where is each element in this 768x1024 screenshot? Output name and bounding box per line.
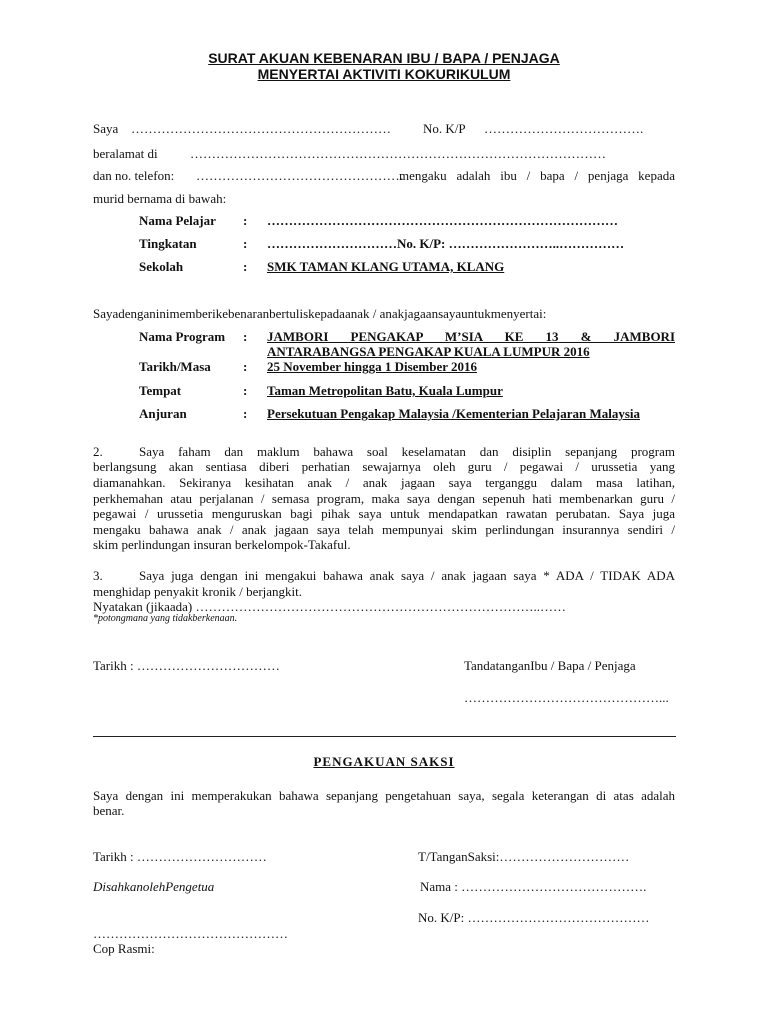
witness-ic-field[interactable]: No. K/P: …………………………………… [418, 910, 650, 925]
document-title-line1: SURAT AKUAN KEBENARAN IBU / BAPA / PENJAGA [208, 50, 560, 66]
parent-ic-field[interactable]: ………………………………. [484, 121, 644, 136]
student-intro-text: murid bernama di bawah: [93, 191, 227, 206]
saya-label: Saya [93, 121, 119, 136]
witness-statement-line2: benar. [93, 803, 125, 818]
school-label: Sekolah [139, 259, 184, 274]
principal-endorsement-label: DisahkanolehPengetua [93, 879, 215, 894]
program-name-label: Nama Program [139, 329, 226, 344]
colon: : [243, 213, 248, 228]
principal-signature-field[interactable]: ……………………………………… [93, 926, 288, 941]
organizer-label: Anjuran [139, 406, 187, 421]
organizer-value: Persekutuan Pengakap Malaysia /Kementerian Pelajaran Malaysia [267, 406, 641, 421]
specify-field[interactable]: Nyatakan (jikaada) ……………………………………………………………………..…… [93, 599, 567, 614]
witness-statement: Saya dengan ini memperakukan bahawa sepanjang pengetahuan saya, segala keterangan di atas adalah [93, 788, 675, 803]
student-name-label: Nama Pelajar [139, 213, 216, 228]
section-divider [93, 736, 676, 737]
paragraph-2-line: skim perlindungan insuran berkelompok-Takaful. [93, 537, 351, 552]
parent-signature-label: TandatanganIbu / Bapa / Penjaga [464, 658, 636, 673]
paragraph-3-line: Saya juga dengan ini mengakui bahawa anak saya / anak jagaan saya * ADA / TIDAK ADA [139, 568, 675, 583]
paragraph-2-line: perkhemahan atau perjalanan / semasa program, maka saya dengan sepenuh hati membenarkan guru / [93, 491, 675, 506]
strike-note: *potongmana yang tidakberkenaan. [93, 613, 238, 624]
form-label: Tingkatan [139, 236, 197, 251]
venue-label: Tempat [139, 383, 182, 398]
colon: : [243, 259, 248, 274]
program-name-value-line2: ANTARABANGSA PENGAKAP KUALA LUMPUR 2016 [267, 344, 590, 359]
paragraph-3-number: 3. [93, 568, 103, 583]
ic-label: No. K/P [423, 121, 466, 136]
parent-signature-field[interactable]: ………………………………………... [464, 690, 669, 705]
witness-signature-field[interactable]: T/TanganSaksi:………………………… [418, 849, 630, 864]
witness-date-field[interactable]: Tarikh : ………………………… [93, 849, 267, 864]
consent-text: Sayadenganinimemberikebenaranbertuliskepadaanak / anakjagaansayauntukmenyertai: [93, 306, 547, 321]
document-title-line2: MENYERTAI AKTIVITI KOKURIKULUM [257, 66, 511, 82]
colon: : [243, 236, 248, 251]
paragraph-2-line: berlangsung akan sentiasa diberi perhatian sewajarnya oleh guru / pegawai / urussetia yang [93, 459, 675, 474]
paragraph-2-line: Saya faham dan maklum bahawa soal keselamatan dan disiplin sepanjang program [139, 444, 675, 459]
declaration-text: mengaku adalah ibu / bapa / penjaga kepada [399, 168, 675, 183]
address-label: beralamat di [93, 146, 158, 161]
date-label: Tarikh/Masa [139, 359, 211, 374]
program-name-value: JAMBORI PENGAKAP M’SIA KE 13 & JAMBORI [267, 329, 675, 344]
student-name-field[interactable]: ……………………………………………………………………… [267, 213, 618, 228]
phone-field[interactable]: ………………………………………… [196, 168, 404, 183]
colon: : [243, 329, 248, 344]
school-value: SMK TAMAN KLANG UTAMA, KLANG [267, 259, 505, 274]
address-field[interactable]: …………………………………………………………………………………… [190, 146, 606, 161]
parent-name-field[interactable]: …………………………………………………… [131, 121, 391, 136]
colon: : [243, 383, 248, 398]
paragraph-2-line: pegawai / urussetia menguruskan bagi pihak saya untuk mendapatkan rawatan perubatan. Saya juga [93, 506, 675, 521]
colon: : [243, 359, 248, 374]
date-field[interactable]: Tarikh : …………………………… [93, 658, 280, 673]
venue-value: Taman Metropolitan Batu, Kuala Lumpur [267, 383, 503, 398]
colon: : [243, 406, 248, 421]
paragraph-3-line: menghidap penyakit kronik / berjangkit. [93, 584, 303, 599]
paragraph-2-line: diamanahkan. Sekiranya kesihatan anak / anak jagaan saya terganggu dalam masa latihan, [93, 475, 675, 490]
form-and-ic-field[interactable]: …………………………No. K/P: ……………………..…………… [267, 236, 625, 251]
witness-heading: PENGAKUAN SAKSI [313, 754, 455, 769]
paragraph-2-line: mengaku bahawa anak / anak jagaan saya telah mempunyai skim perlindungan insurannya sendiri / [93, 522, 675, 537]
paragraph-2-number: 2. [93, 444, 103, 459]
phone-label: dan no. telefon: [93, 168, 175, 183]
date-value: 25 November hingga 1 Disember 2016 [267, 359, 478, 374]
official-stamp-label: Cop Rasmi: [93, 941, 155, 956]
witness-name-field[interactable]: Nama : ……………………………………. [420, 879, 647, 894]
